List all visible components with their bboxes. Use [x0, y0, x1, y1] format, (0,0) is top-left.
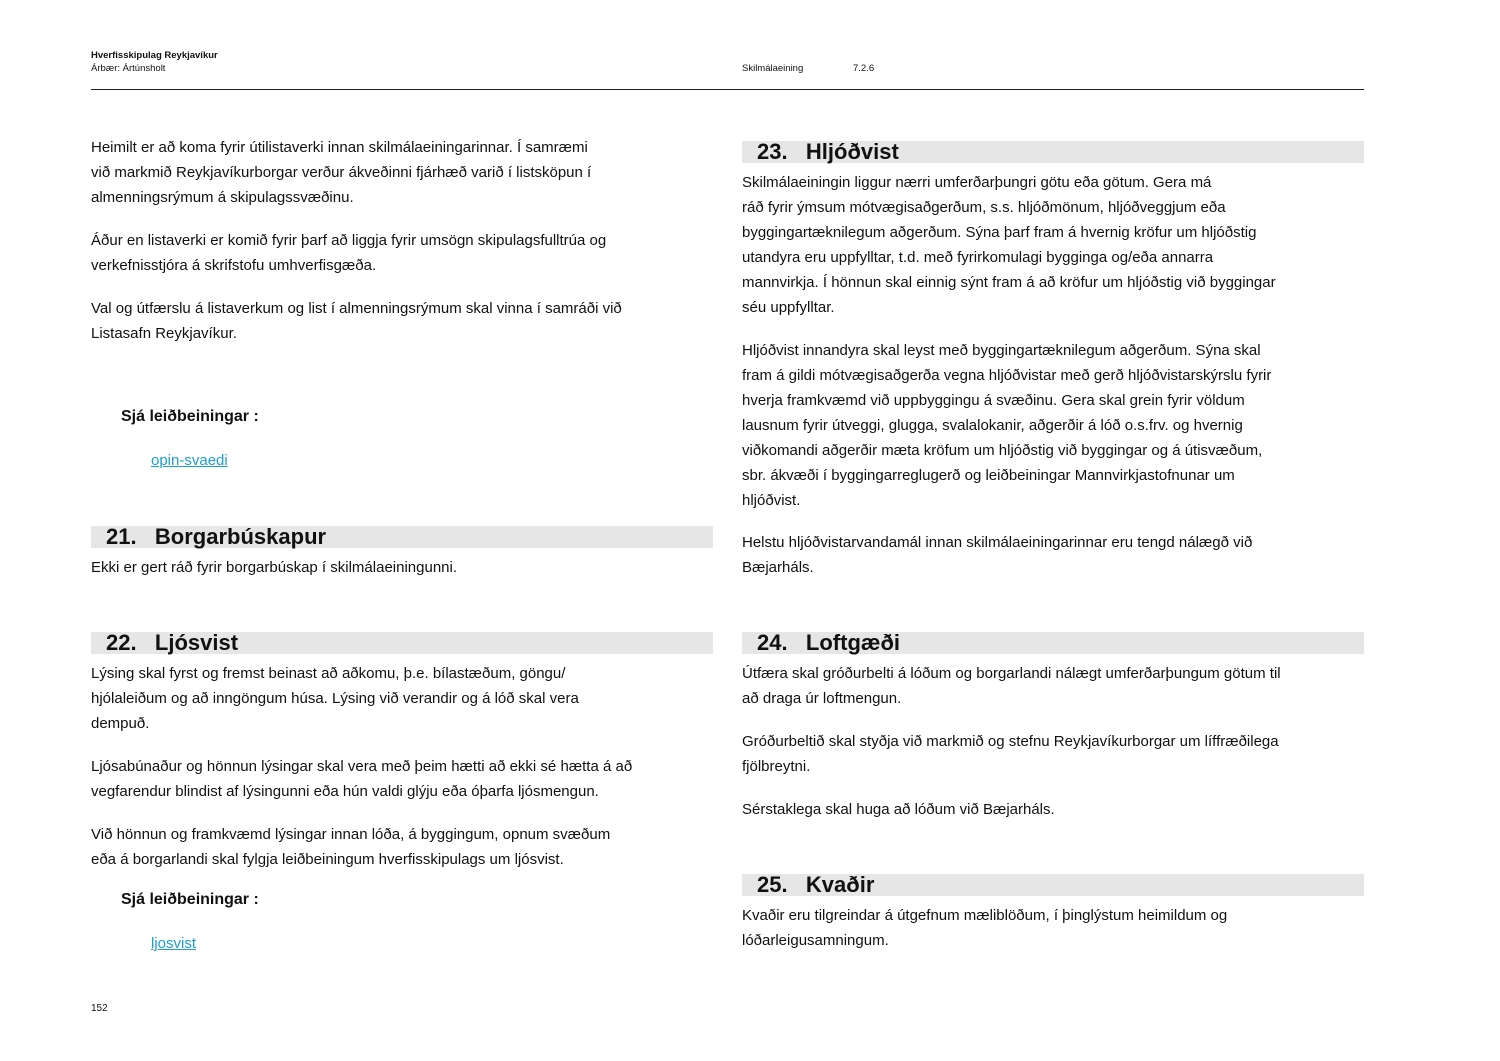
guidelines-label: Sjá leiðbeiningar : — [121, 891, 259, 908]
paragraph: Ljósabúnaður og hönnun lýsingar skal vera með þeim hætti að ekki sé hætta á að vegfarendur blindist af lýsingunni eða hún valdi glýju eða óþarfa ljósmengun. — [91, 758, 633, 800]
section-heading-23 — [742, 141, 1364, 163]
paragraph: Ekki er gert ráð fyrir borgarbúskap í skilmálaeiningunni. — [91, 559, 457, 576]
paragraph: Hljóðvist innandyra skal leyst með byggingartæknilegum aðgerðum. Sýna skal fram á gildi mótvægisaðgerða vegna hljóðvistar með gerð hljóðvistarskýrslu fyrir hverja framkvæmd við uppbyggingu á svæðinu. Gera skal grein fyrir völdum lausnum fyrir útveggi, glugga, svalalokanir, aðgerðir á lóð o.s.frv. og hvernig viðkomandi aðgerðir mæta kröfum um hljóðstig við byggingar og á útisvæðum, sbr. ákvæði í byggingarreglugerð og leiðbeiningar Mannvirkjastofnunar um hljóðvist. — [742, 342, 1272, 509]
guideline-link-opin-svaedi[interactable]: opin-svaedi — [151, 452, 228, 469]
section-label: Skilmálaeining — [742, 63, 804, 74]
paragraph: Við hönnun og framkvæmd lýsingar innan lóða, á byggingum, opnum svæðum eða á borgarlandi skal fylgja leiðbeiningum hverfisskipulags um ljósvist. — [91, 826, 611, 868]
paragraph: Kvaðir eru tilgreindar á útgefnum mæliblöðum, í þinglýstum heimildum og lóðarleigusamningum. — [742, 907, 1228, 949]
section-heading-24 — [742, 632, 1364, 654]
heading-text: 21. Borgarbúskapur — [106, 524, 327, 549]
paragraph: Helstu hljóðvistarvandamál innan skilmálaeiningarinnar eru tengd nálægð við Bæjarháls. — [742, 534, 1253, 576]
heading-text: 23. Hljóðvist — [757, 139, 899, 164]
heading-text: 25. Kvaðir — [757, 872, 875, 897]
header-divider — [91, 89, 1364, 90]
paragraph: Gróðurbeltið skal styðja við markmið og stefnu Reykjavíkurborgar um líffræðilega fjölbreytni. — [742, 733, 1279, 775]
guidelines-label: Sjá leiðbeiningar : — [121, 408, 259, 425]
paragraph: Val og útfærslu á listaverkum og list í almenningsrýmum skal vinna í samráði við Listasafn Reykjavíkur. — [91, 300, 622, 342]
document-title: Hverfisskipulag Reykjavíkur — [91, 50, 218, 61]
section-heading-25 — [742, 874, 1364, 896]
section-heading-21 — [91, 526, 713, 548]
paragraph: Skilmálaeiningin liggur nærri umferðarþungri götu eða götum. Gera má ráð fyrir ýmsum mótvægisaðgerðum, s.s. hljóðmönum, hljóðveggjum eða byggingartæknilegum aðgerðum. Sýna þarf fram á hvernig kröfur um hljóðstig utandyra eru uppfylltar, t.d. með fyrirkomulagi bygginga og/eða annarra mannvirkja. Í hönnun skal einnig sýnt fram á að kröfur um hljóðstig við byggingar séu uppfylltar. — [742, 174, 1276, 316]
paragraph: Lýsing skal fyrst og fremst beinast að aðkomu, þ.e. bílastæðum, göngu/ hjólaleiðum og að inngöngum húsa. Lýsing við verandir og á lóð skal vera dempuð. — [91, 665, 579, 732]
paragraph: Útfæra skal gróðurbelti á lóðum og borgarlandi nálægt umferðarþungum götum til að draga úr loftmengun. — [742, 665, 1281, 707]
heading-text: 22. Ljósvist — [106, 630, 239, 655]
heading-text: 24. Loftgæði — [757, 630, 900, 655]
document-subtitle: Árbær: Ártúnsholt — [91, 63, 166, 74]
paragraph: Áður en listaverki er komið fyrir þarf að liggja fyrir umsögn skipulagsfulltrúa og verkefnisstjóra á skrifstofu umhverfisgæða. — [91, 232, 607, 274]
section-number: 7.2.6 — [853, 63, 875, 74]
paragraph: Sérstaklega skal huga að lóðum við Bæjarháls. — [742, 801, 1055, 818]
guideline-link-ljosvist[interactable]: ljosvist — [151, 935, 197, 952]
section-heading-22 — [91, 632, 713, 654]
paragraph: Heimilt er að koma fyrir útilistaverki innan skilmálaeiningarinnar. Í samræmi við markmið Reykjavíkurborgar verður ákveðinni fjárhæð varið í listsköpun í almenningsrýmum á skipulagssvæðinu. — [91, 139, 592, 206]
page-number: 152 — [91, 1003, 108, 1014]
